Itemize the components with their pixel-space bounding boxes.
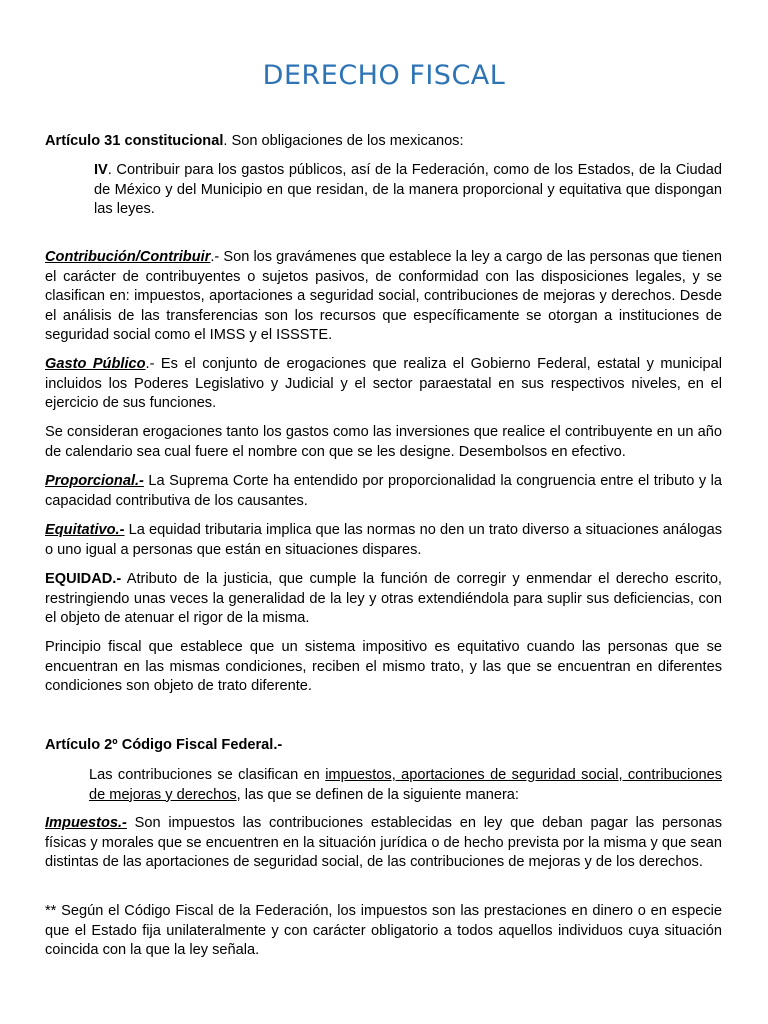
impuestos-term: Impuestos.- bbox=[45, 815, 127, 831]
art2-lead: Las contribuciones se clasifican en bbox=[89, 767, 326, 783]
equidad-text: Atributo de la justicia, que cumple la función de corregir y enmendar el derecho escrito, restringiendo unas veces la generalidad de la ley y otras extendiéndola para suplir sus deficiencias, con el objeto de atenuar el rigor de la misma. bbox=[45, 571, 722, 626]
art31-text: . Son obligaciones de los mexicanos: bbox=[223, 133, 464, 149]
contribucion-text: .- Son los gravámenes que establece la ley a cargo de las personas que tienen el carácter de contribuyentes o sujetos pasivos, de conformidad con las disposiciones legales, y se clasifican en: impuestos, aportaciones a seguridad social, contribuciones de mejoras y derechos. Desde el análisis de las transferencias son los recursos que específicamente se otorgan a instituciones de seguridad social como el IMSS y el ISSSTE. bbox=[45, 249, 722, 343]
art2-paragraph bbox=[89, 766, 722, 805]
contribucion-term: Contribución/Contribuir bbox=[45, 249, 211, 265]
proporcional-text: La Suprema Corte ha entendido por proporcionalidad la congruencia entre el tributo y la capacidad contributiva de los causantes. bbox=[45, 473, 722, 509]
nota-paragraph: ** Según el Código Fiscal de la Federación, los impuestos son las prestaciones en dinero o en especie que el Estado fija unilateralmente y con carácter obligatorio a todos aquellos individuos cuya situación coincida con la que la ley señala. bbox=[45, 903, 722, 958]
gasto-publico-paragraph bbox=[45, 355, 722, 414]
art31-paragraph bbox=[45, 132, 722, 152]
fraccion-iv-label: IV bbox=[94, 162, 108, 178]
art2-tail: , las que se definen de la siguiente manera: bbox=[236, 786, 519, 803]
equidad-term: EQUIDAD.- bbox=[45, 571, 122, 587]
impuestos-text: Son impuestos las contribuciones establecidas en ley que deban pagar las personas físicas y morales que se encuentren en la situación jurídica o de hecho prevista por la misma y que sean distintas de las aportaciones de seguridad social, de las contribuciones de mejoras y de los derechos. bbox=[45, 815, 722, 870]
fraccion-iv-paragraph bbox=[94, 161, 722, 220]
document-title: DERECHO FISCAL bbox=[262, 60, 506, 91]
art31-label: Artículo 31 constitucional bbox=[45, 133, 224, 149]
impuestos-paragraph bbox=[45, 814, 722, 873]
fraccion-iv-text: . Contribuir para los gastos públicos, así de la Federación, como de los Estados, de la Ciudad de México y del Municipio en que residan, de la manera proporcional y equitativa que dispongan las leyes. bbox=[94, 162, 722, 217]
art2-heading-text: Artículo 2º Código Fiscal Federal.- bbox=[45, 737, 283, 753]
principio-paragraph: Principio fiscal que establece que un sistema impositivo es equitativo cuando las personas que se encuentran en las mismas condiciones, reciben el mismo trato, y las que se encuentran en diferentes condiciones son objeto de trato diferente. bbox=[45, 639, 722, 694]
proporcional-paragraph bbox=[45, 472, 722, 511]
equitativo-term: Equitativo.- bbox=[45, 522, 125, 538]
equidad-paragraph bbox=[45, 570, 722, 629]
equitativo-text: La equidad tributaria implica que las normas no den un trato diverso a situaciones análogas o uno igual a personas que están en situaciones dispares. bbox=[45, 522, 722, 558]
art2-underlined: impuestos, aportaciones de seguridad social, contribuciones de mejoras y derechos bbox=[89, 767, 722, 803]
equitativo-paragraph bbox=[45, 521, 722, 560]
erogaciones-paragraph: Se consideran erogaciones tanto los gastos como las inversiones que realice el contribuyente en un año de calendario sea cual fuere el nombre con que se les designe. Desembolsos en efectivo. bbox=[45, 424, 722, 460]
proporcional-term: Proporcional.- bbox=[45, 473, 144, 489]
contribucion-paragraph bbox=[45, 248, 722, 346]
gasto-publico-text: .- Es el conjunto de erogaciones que realiza el Gobierno Federal, estatal y municipal incluidos los Poderes Legislativo y Judicial y el sector paraestatal en sus respectivos niveles, en el ejercicio de sus funciones. bbox=[45, 356, 722, 411]
art2-heading bbox=[45, 736, 722, 756]
gasto-publico-term: Gasto Público bbox=[45, 356, 146, 372]
